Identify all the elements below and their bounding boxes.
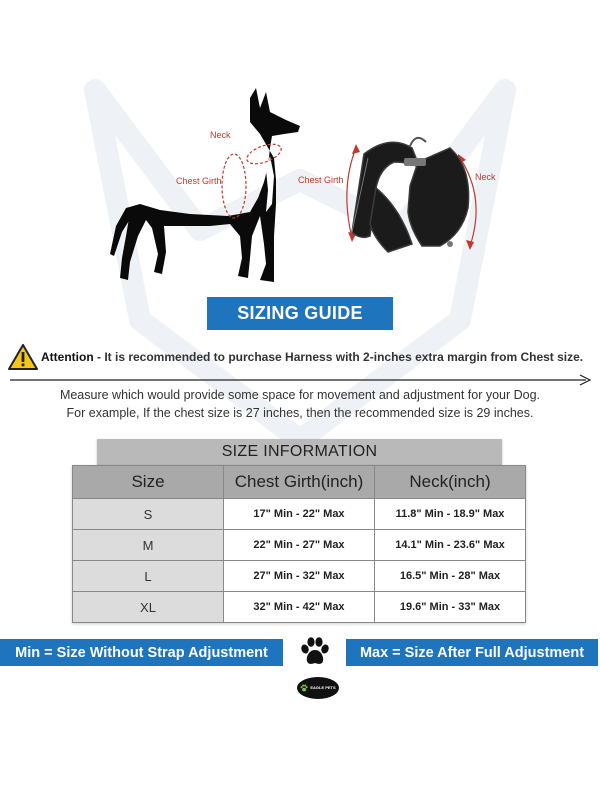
paw-icon — [298, 636, 332, 668]
arrow-right-icon — [10, 374, 592, 386]
dog-neck-label: Neck — [210, 130, 231, 140]
harness-chest-girth-label: Chest Girth — [298, 175, 344, 185]
measure-instruction-line-2: For example, If the chest size is 27 inches, then the recommended size is 29 inches. — [66, 406, 534, 420]
size-cell: S — [73, 499, 224, 530]
chest-girth-cell: 27" Min - 32" Max — [224, 561, 375, 592]
brand-logo — [297, 677, 339, 699]
size-cell: M — [73, 530, 224, 561]
measure-instruction-line-1: Measure which would provide some space for movement and adjustment for your Dog. — [59, 388, 541, 402]
dog-chest-girth-label: Chest Girth — [176, 176, 222, 186]
brand-logo-text: EAGLE PETS — [310, 685, 336, 690]
warning-icon — [8, 344, 38, 370]
chest-girth-cell: 17" Min - 22" Max — [224, 499, 375, 530]
table-header-row — [73, 466, 526, 499]
chest-girth-cell: 22" Min - 27" Max — [224, 530, 375, 561]
attention-message: - It is recommended to purchase Harness with 2-inches extra margin from Chest size. — [93, 350, 584, 364]
brand-paw-icon — [300, 684, 308, 692]
max-size-banner: Max = Size After Full Adjustment — [346, 639, 598, 666]
neck-cell: 19.6" Min - 33" Max — [375, 592, 526, 623]
table-row — [73, 499, 526, 530]
harness-illustration — [290, 128, 510, 268]
table-row — [73, 561, 526, 592]
size-cell: XL — [73, 592, 224, 623]
neck-cell: 16.5" Min - 28" Max — [375, 561, 526, 592]
column-header-chest-girth: Chest Girth(inch) — [224, 466, 375, 499]
table-row — [73, 530, 526, 561]
attention-notice — [8, 344, 598, 370]
size-information-title: SIZE INFORMATION — [97, 439, 502, 465]
column-header-neck: Neck(inch) — [375, 466, 526, 499]
chest-girth-cell: 32" Min - 42" Max — [224, 592, 375, 623]
table-row — [73, 592, 526, 623]
size-cell: L — [73, 561, 224, 592]
neck-cell: 11.8" Min - 18.9" Max — [375, 499, 526, 530]
min-size-banner: Min = Size Without Strap Adjustment — [0, 639, 283, 666]
attention-text — [41, 350, 583, 364]
dog-silhouette-illustration — [100, 86, 310, 291]
size-table — [72, 465, 526, 623]
attention-label: Attention — [41, 350, 94, 364]
sizing-guide-banner: SIZING GUIDE — [207, 297, 393, 330]
neck-cell: 14.1" Min - 23.6" Max — [375, 530, 526, 561]
harness-neck-label: Neck — [475, 172, 496, 182]
column-header-size: Size — [73, 466, 224, 499]
